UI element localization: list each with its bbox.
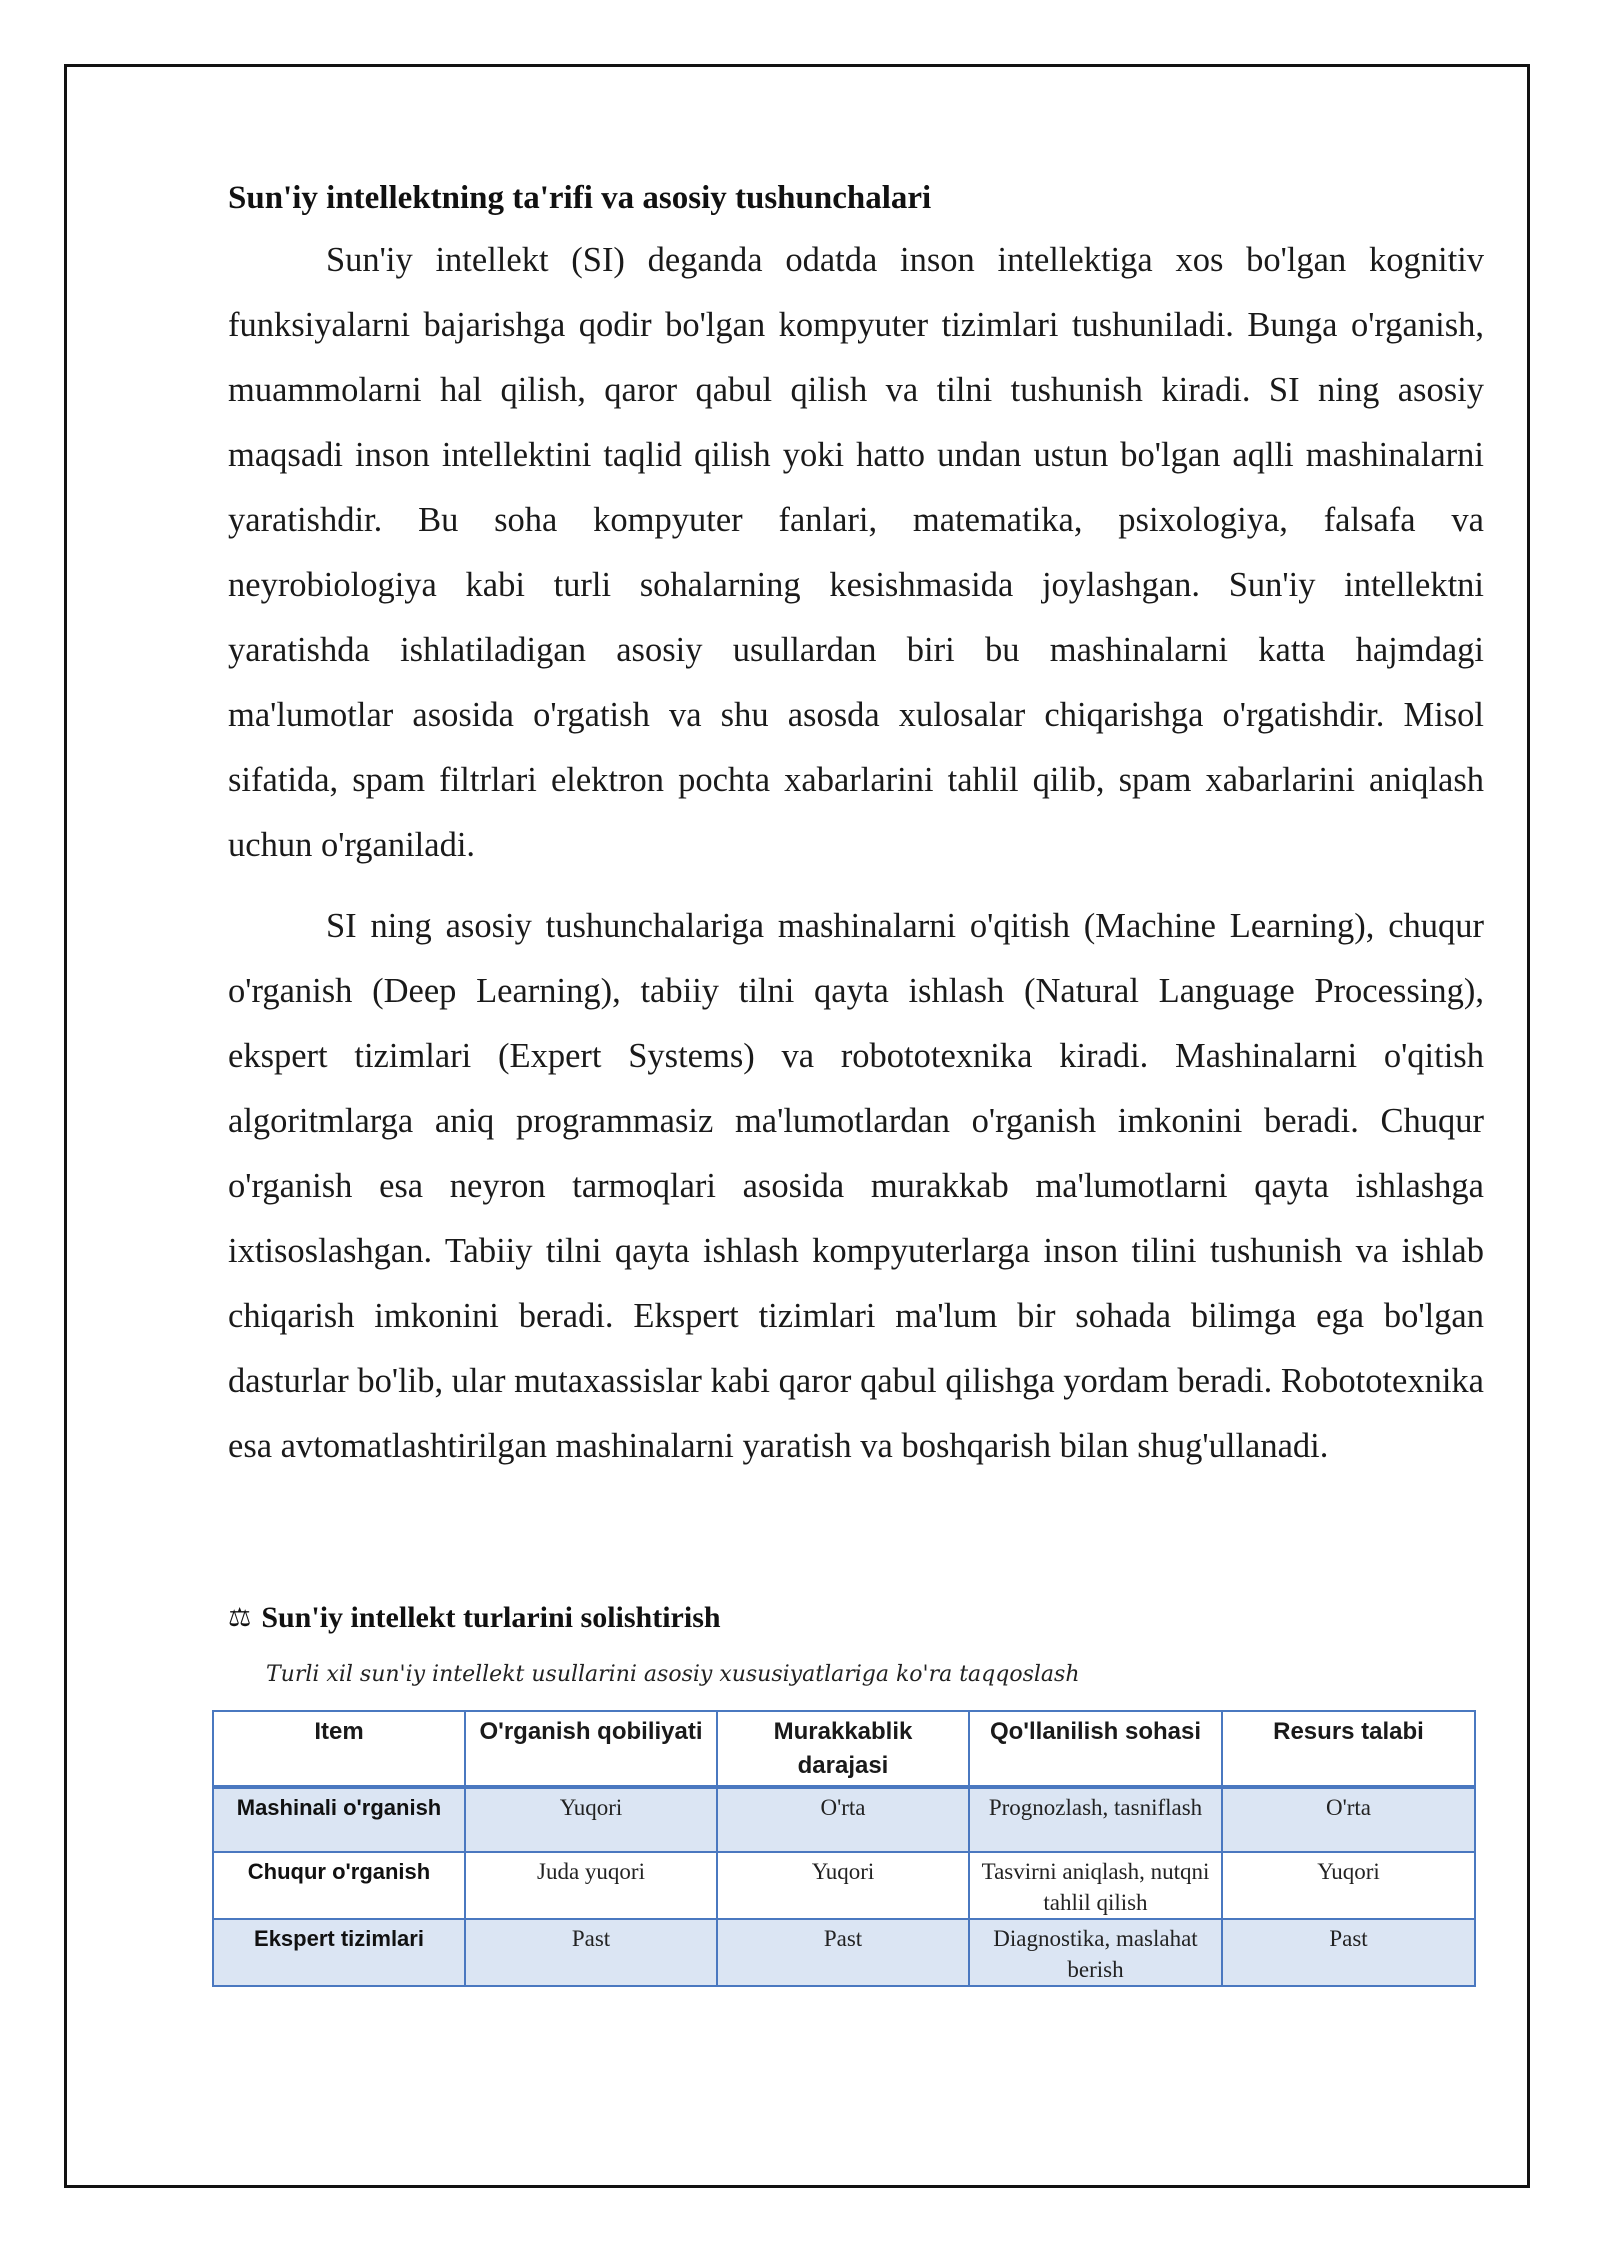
table-cell: Juda yuqori — [465, 1852, 717, 1919]
table-cell: Yuqori — [465, 1787, 717, 1852]
table-cell: O'rta — [1222, 1787, 1475, 1852]
comparison-table — [212, 1710, 1476, 1987]
table-title-text: Sun'iy intellekt turlarini solishtirish — [261, 1601, 721, 1634]
table-cell: O'rta — [717, 1787, 969, 1852]
paragraph-concepts: SI ning asosiy tushunchalariga mashinalarni o'qitish (Machine Learning), chuqur o'rganish (Deep Learning), tabiiy tilni qayta ishlash (Natural Language Processing), ekspert tizimlari (Expert Systems) va robototexnika kiradi. Mashinalarni o'qitish algoritmlarga aniq programmasiz ma'lumotlardan o'rganish imkonini beradi. Chuqur o'rganish esa neyron tarmoqlari asosida murakkab ma'lumotlarni qayta ishlashga ixtisoslashgan. Tabiiy tilni qayta ishlash kompyuterlarga inson tilini tushunish va ishlab chiqarish imkonini beradi. Ekspert tizimlari ma'lum bir sohada bilimga ega bo'lgan dasturlar bo'lib, ular mutaxassislar kabi qaror qabul qilishga yordam beradi. Robototexnika esa avtomatlashtirilgan mashinalarni yaratish va boshqarish bilan shug'ullanadi. — [228, 907, 1484, 1465]
table-cell: Diagnostika, maslahat berish — [969, 1919, 1222, 1986]
row-label: Mashinali o'rganish — [213, 1787, 465, 1852]
table-row — [213, 1787, 1475, 1852]
table-cell: Past — [717, 1919, 969, 1986]
column-header-application-area: Qo'llanilish sohasi — [969, 1711, 1222, 1787]
balance-scale-icon: ⚖ — [228, 1603, 252, 1633]
column-header-complexity: Murakkablik darajasi — [717, 1711, 969, 1787]
column-header-resource-demand: Resurs talabi — [1222, 1711, 1475, 1787]
table-cell: Prognozlash, tasniflash — [969, 1787, 1222, 1852]
table-row — [213, 1919, 1475, 1986]
table-caption: Turli xil sun'iy intellekt usullarini asosiy xususiyatlariga ko'ra taqqoslash — [266, 1662, 1080, 1687]
table-cell: Past — [1222, 1919, 1475, 1986]
row-label: Chuqur o'rganish — [213, 1852, 465, 1919]
table-row — [213, 1852, 1475, 1919]
table-title — [228, 1598, 721, 1638]
table-header-row — [213, 1711, 1475, 1787]
document-body — [228, 168, 1484, 1479]
row-label: Ekspert tizimlari — [213, 1919, 465, 1986]
table-cell: Tasvirni aniqlash, nutqni tahlil qilish — [969, 1852, 1222, 1919]
column-header-item: Item — [213, 1711, 465, 1787]
paragraph-definition: Sun'iy intellekt (SI) deganda odatda inson intellektiga xos bo'lgan kognitiv funksiyalarni bajarishga qodir bo'lgan kompyuter tizimlari tushuniladi. Bunga o'rganish, muammolarni hal qilish, qaror qabul qilish va tilni tushunish kiradi. SI ning asosiy maqsadi inson intellektini taqlid qilish yoki hatto undan ustun bo'lgan aqlli mashinalarni yaratishdir. Bu soha kompyuter fanlari, matematika, psixologiya, falsafa va neyrobiologiya kabi turli sohalarning kesishmasida joylashgan. Sun'iy intellektni yaratishda ishlatiladigan asosiy usullardan biri bu mashinalarni katta hajmdagi ma'lumotlar asosida o'rgatish va shu asosda xulosalar chiqarishga o'rgatishdir. Misol sifatida, spam filtrlari elektron pochta xabarlarini tahlil qilib, spam xabarlarini aniqlash uchun o'rganiladi. — [228, 241, 1484, 864]
table-cell: Yuqori — [1222, 1852, 1475, 1919]
column-header-learning-ability: O'rganish qobiliyati — [465, 1711, 717, 1787]
table-cell: Past — [465, 1919, 717, 1986]
table-cell: Yuqori — [717, 1852, 969, 1919]
section-heading: Sun'iy intellektning ta'rifi va asosiy tushunchalari — [228, 180, 932, 216]
